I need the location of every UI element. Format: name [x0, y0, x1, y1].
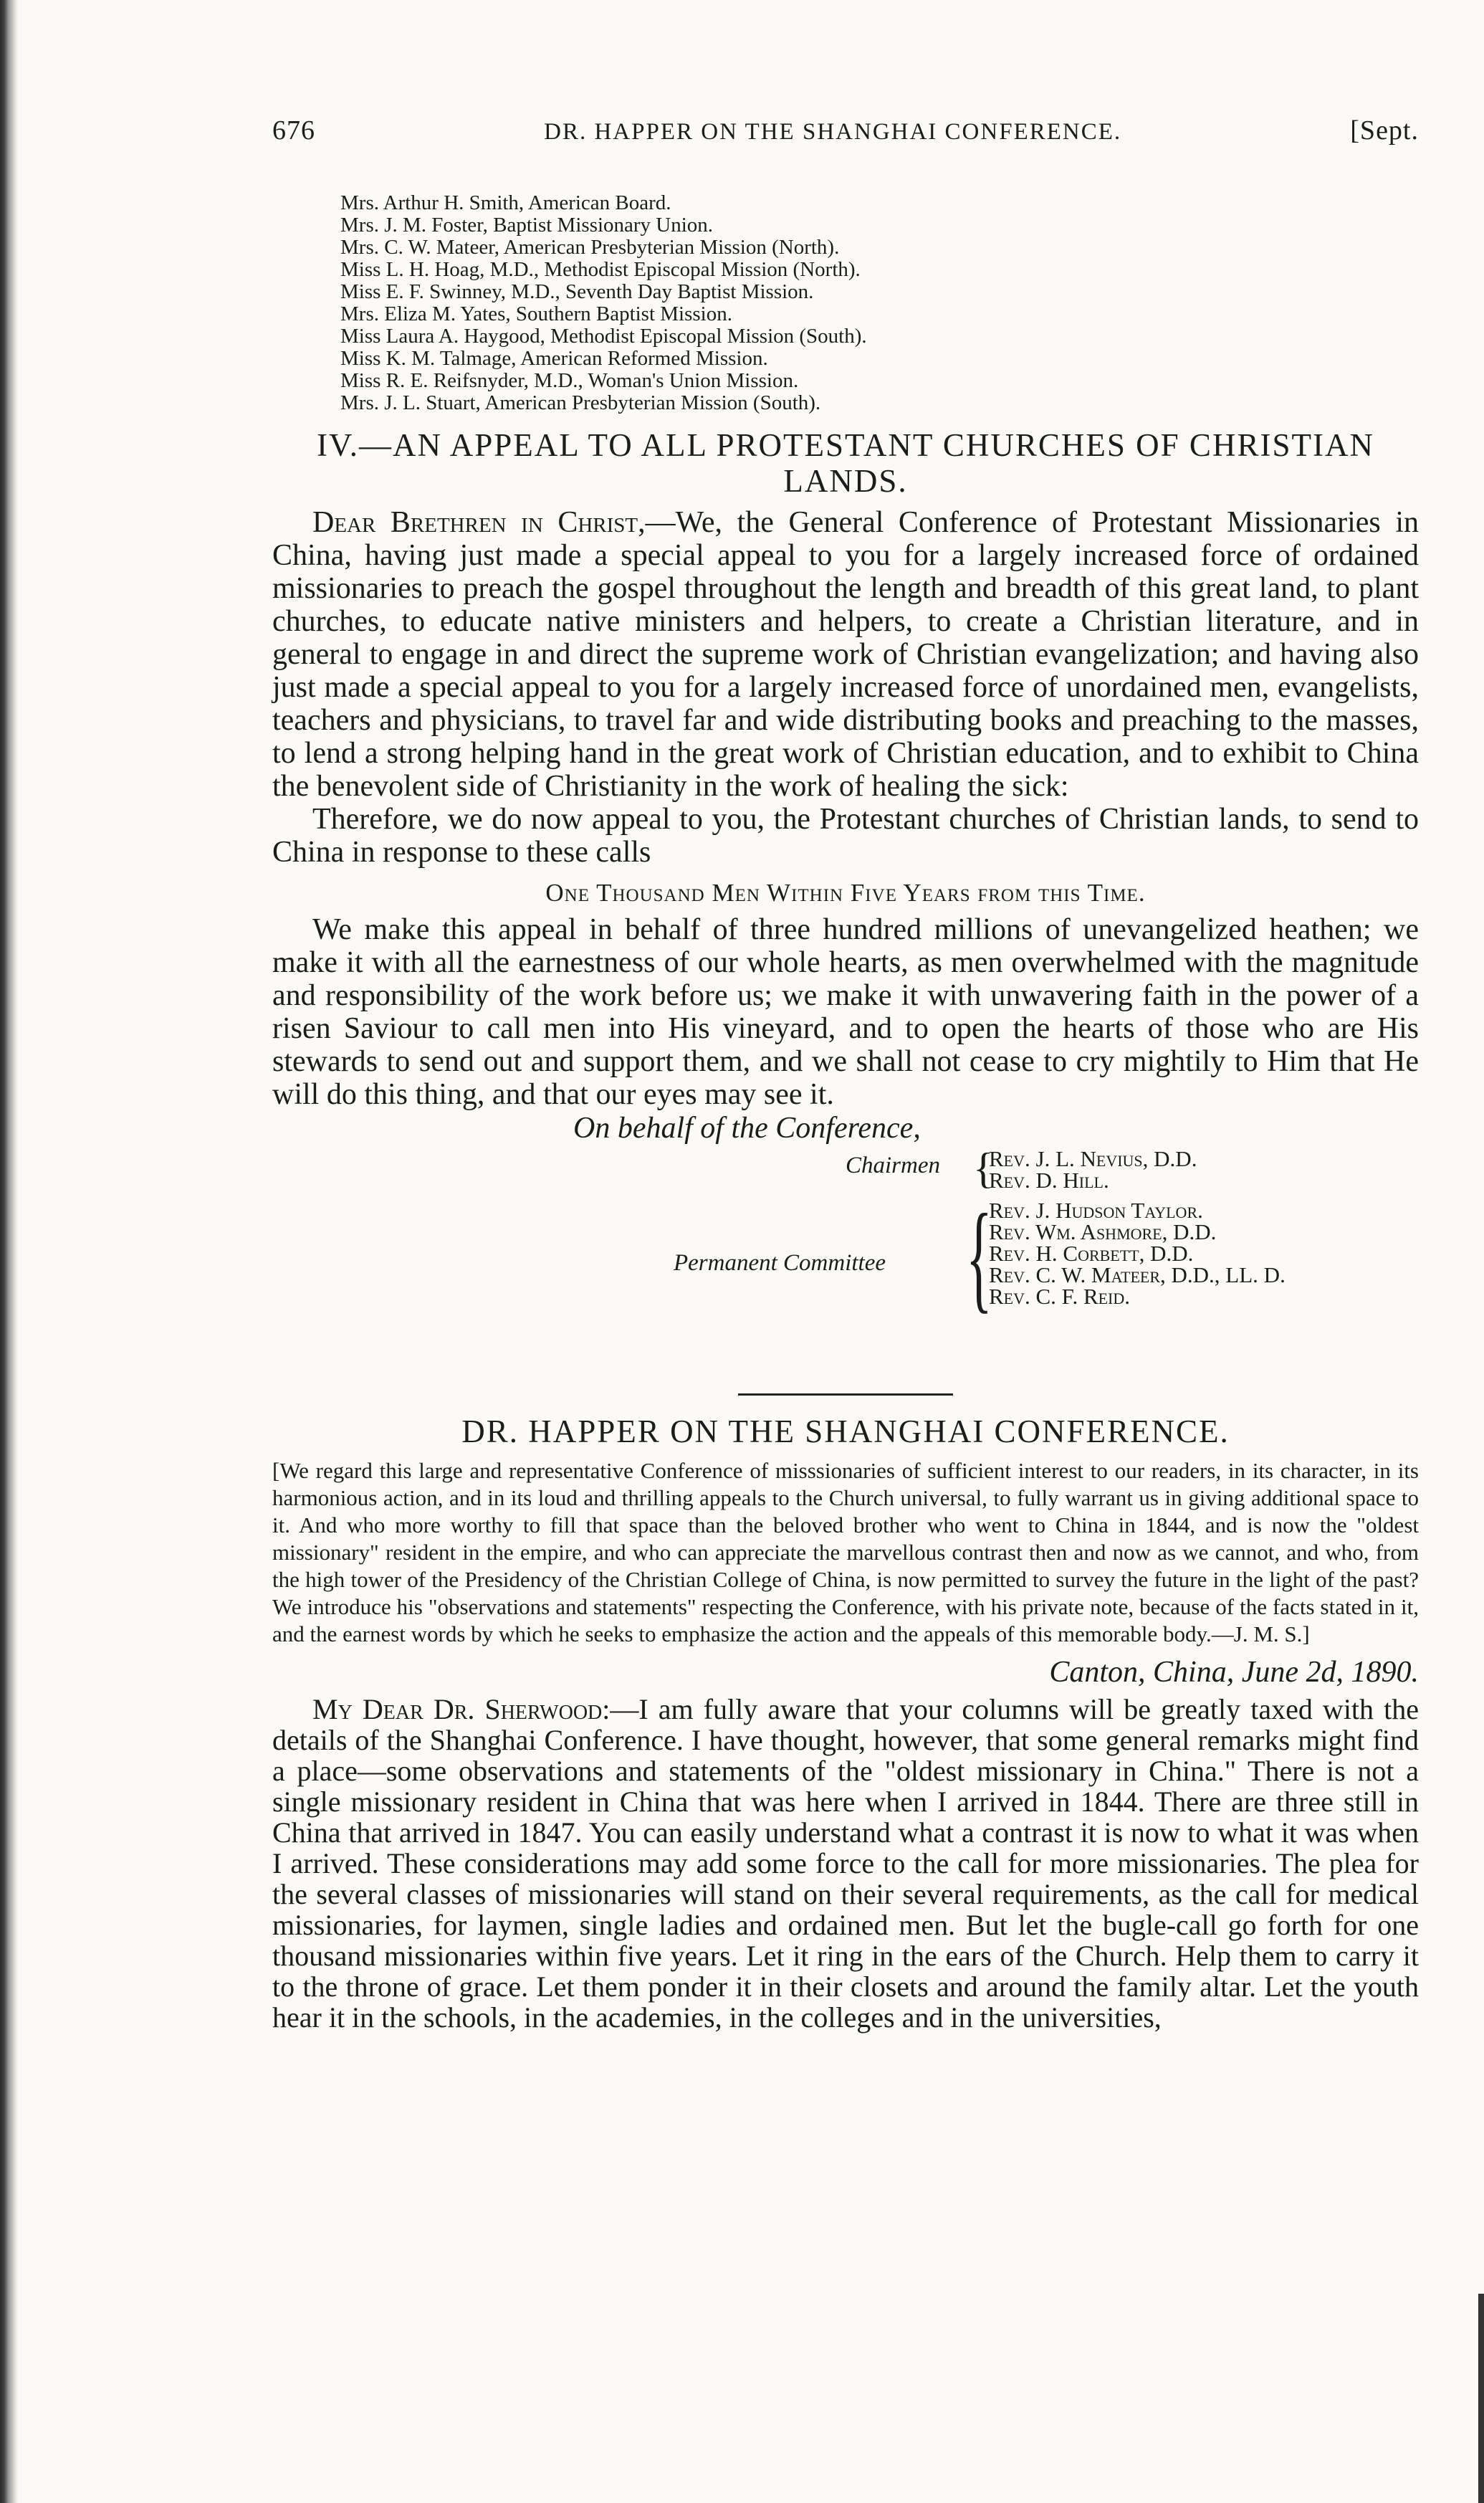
signatories	[272, 1145, 1419, 1375]
scan-edge-right	[1478, 2294, 1484, 2503]
member-line: Miss L. H. Hoag, M.D., Methodist Episcopal Mission (North).	[340, 258, 861, 281]
issue-label: [Sept.	[1350, 115, 1419, 146]
committee-member-name: Rev. C. W. Mateer, D.D., LL. D.	[989, 1262, 1286, 1287]
running-title: DR. HAPPER ON THE SHANGHAI CONFERENCE.	[544, 119, 1122, 145]
chairmen-label: Chairmen	[846, 1153, 940, 1178]
member-line: Miss R. E. Reifsnyder, M.D., Woman's Union Mission.	[340, 369, 799, 392]
appeal-paragraph-3: We make this appeal in behalf of three hundred millions of unevangelized heathen; we make it with all the earnestness of our whole hearts, as men overwhelmed with the magnitude and responsibility of the work before us; we make it with unwavering faith in the power of a risen Saviour to call men into His vineyard, and to open the hearts of those who are His stewards to send out and support them, and we shall not cease to cry mightily to Him that He will do this thing, and that our eyes may see it.	[272, 913, 1419, 1111]
member-line: Miss E. F. Swinney, M.D., Seventh Day Baptist Mission.	[340, 280, 814, 303]
member-line: Mrs. Arthur H. Smith, American Board.	[340, 191, 671, 214]
committee-label: Permanent Committee	[674, 1250, 886, 1276]
letter-text: :—I am fully aware that your columns will be greatly taxed with the details of the Shanghai Conference. I have thought, however, that some general remarks might find a place—some observations and statements of the "oldest missionary in China." There is not a single missionary resident in China that was here when I arrived in 1844. There are three still in China that arrived in 1847. You can easily understand what a contrast it is now to what it was when I arrived. These considerations may add some force to the call for more missionaries. The plea for the several classes of missionaries will stand on their several requirements, as the call for medical missionaries, for laymen, single ladies and ordained men. But let the bugle-call go forth for one thousand missionaries within five years. Let it ring in the ears of the Church. Help them to carry it to the throne of grace. Let them ponder it in their closets and around the family altar. Let the youth hear it in the schools, in the academies, in the colleges and in the universities,	[272, 1693, 1419, 2034]
member-line: Mrs. J. L. Stuart, American Presbyterian Mission (South).	[340, 391, 821, 414]
page-number: 676	[272, 115, 315, 146]
committee-names	[989, 1200, 1286, 1307]
committee-member-name: Rev. H. Corbett, D.D.	[989, 1241, 1194, 1266]
appeal-paragraph-1-text: —We, the General Conference of Protestant Missionaries in China, having just made a special appeal to you for a largely increased force of ordained missionaries to preach the gospel throughout the length and breadth of this great land, to plant churches, to educate native ministers and helpers, to create a Christian literature, and in general to engage in and direct the supreme work of Christian evangelization; and having also just made a special appeal to you for a largely increased force of unordained men, evangelists, teachers and physicians, to travel far and wide distributing books and preaching to the masses, to lend a strong helping hand in the great work of Christian education, and to exhibit to China the benevolent side of Christianity in the work of healing the sick:	[272, 506, 1419, 803]
committee-member-name: Rev. Wm. Ashmore, D.D.	[989, 1219, 1217, 1244]
scan-edge-shadow	[0, 0, 19, 2503]
member-line: Miss K. M. Talmage, American Reformed Mission.	[340, 347, 768, 370]
appeal-heading: IV.—AN APPEAL TO ALL PROTESTANT CHURCHES OF CHRISTIAN LANDS.	[317, 427, 1374, 499]
running-header	[272, 115, 1419, 165]
appeal-paragraph-1	[272, 506, 1419, 803]
chairmen-brace: {	[973, 1145, 994, 1192]
member-line: Mrs. J. M. Foster, Baptist Missionary Union.	[340, 214, 714, 237]
appeal-paragraph-2: Therefore, we do now appeal to you, the Protestant churches of Christian lands, to send to China in response to these calls	[272, 803, 1419, 869]
section-divider	[738, 1393, 953, 1396]
appeal-call: One Thousand Men Within Five Years from this Time.	[545, 879, 1146, 907]
member-line: Miss Laura A. Haygood, Methodist Episcopal Mission (South).	[340, 325, 867, 348]
chairman-name: Rev. D. Hill.	[989, 1168, 1109, 1193]
committee-brace: {	[966, 1189, 992, 1324]
chairmen-names	[989, 1148, 1197, 1191]
editor-note: [We regard this large and representative Conference of misssionaries of sufficient interest to our readers, in its character, in its harmonious action, and in its loud and thrilling appeals to the Church universal, to fully warrant us in giving additional space to it. And who more worthy to fill that space than the beloved brother who went to China in 1844, and is now the "oldest missionary" resident in the empire, and who can appreciate the marvellous contrast then and now as we cannot, and who, from the high tower of the Presidency of the Christian College of China, is now permitted to survey the future in the light of the past? We introduce his "observations and statements" respecting the Conference, with his private note, because of the facts stated in it, and the earnest words by which he seeks to emphasize the action and the appeals of this memorable body.—J. M. S.]	[272, 1458, 1419, 1646]
committee-member-list	[340, 192, 1419, 414]
appeal-salutation: Dear Brethren in Christ,	[312, 506, 646, 539]
behalf-line: On behalf of the Conference,	[573, 1112, 921, 1145]
book-page	[272, 115, 1419, 2033]
letter-salutation: My Dear Dr. Sherwood	[312, 1693, 603, 1725]
member-line: Mrs. C. W. Mateer, American Presbyterian Mission (North).	[340, 236, 840, 259]
letter-body	[272, 1694, 1419, 2033]
committee-member-name: Rev. C. F. Reid.	[989, 1284, 1131, 1309]
letter-dateline: Canton, China, June 2d, 1890.	[1049, 1656, 1419, 1689]
article-title: DR. HAPPER ON THE SHANGHAI CONFERENCE.	[461, 1413, 1230, 1449]
committee-member-name: Rev. J. Hudson Taylor.	[989, 1198, 1203, 1223]
member-line: Mrs. Eliza M. Yates, Southern Baptist Mission.	[340, 302, 732, 325]
chairman-name: Rev. J. L. Nevius, D.D.	[989, 1146, 1197, 1171]
